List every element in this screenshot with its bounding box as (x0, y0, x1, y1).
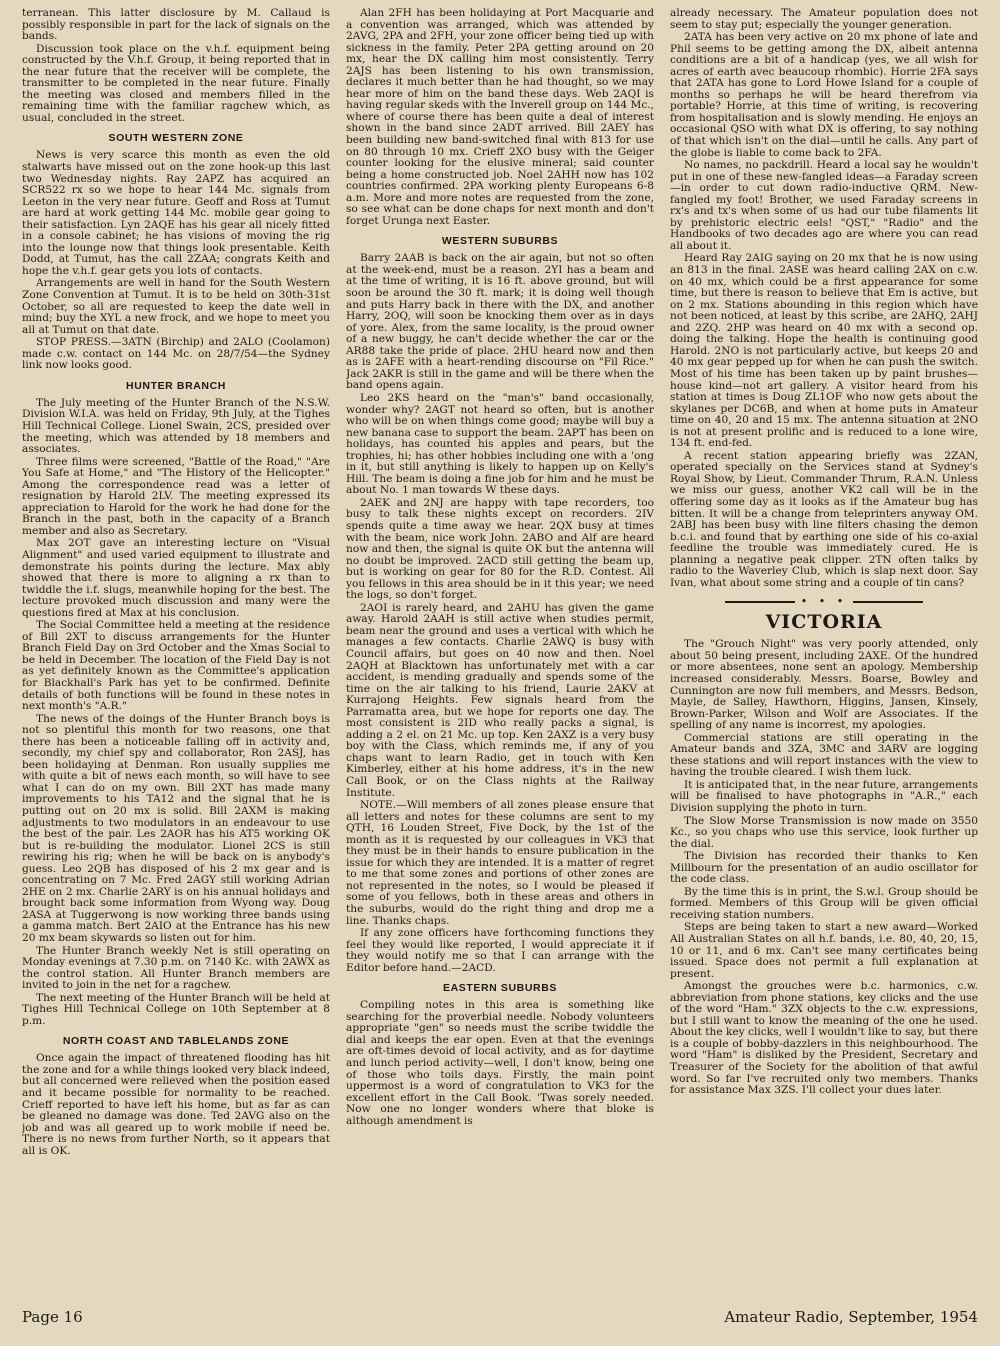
paragraph: Barry 2AAB is back on the air again, but not so often at the week-end, must be a reason. 2YI has a beam and at the time of writing, it is 16 ft. above ground, but will soon be around the 30 ft. mark; it is doing well though and puts Harry back in there with the DX, and another Harry, 2OQ, will soon be knocking them over as in days of yore. Alex, from the same locality, is the proud owner of a new buggy, he can't decide whether the car or the AR88 take the pride of place. 2HU heard now and then as is 2AFE with a heart-rending discourse on "Fil Rice." Jack 2AKR is still in the game and will be there when the band opens again. (346, 252, 654, 392)
paragraph: Three films were screened, "Battle of the Road," "Are You Safe at Home," and "The History of the Helicopter." Among the correspondence read was a letter of resignation by Harold 2LV. The meeting expressed its appreciation to Harold for the work he had done for the Branch in the past, both in the capacity of a Branch member and also as Secretary. (22, 455, 330, 537)
paragraph: Heard Ray 2AIG saying on 20 mx that he is now using an 813 in the final. 2ASE was heard calling 2AX on c.w. on 40 mx, which could be a first appearance for some time, but there is reason to believe that Em is active, but on 2 mx. Stations abounding in this region which have not been noticed, at least by this scribe, are 2AHQ, 2AHJ and 2ZQ. 2HP was heard on 40 mx with a second op. doing the talking. Hope the health is continuing good Harold. 2NO is not particularly active, but keeps 20 and 40 mx gear pepped up for when he can push the switch. Most of his time has been taken up by paint brushes—house kind—not art gallery. A visitor heard from his station at times is Doug ZL1OF who now gets about the skylanes per DC6B, and when at home puts in Amateur time on 40, 20 and 15 mx. The antenna situation at 2NO is not at present prolific and is reduced to a lone wire, 134 ft. end-fed. (670, 252, 978, 450)
paragraph: The Hunter Branch weekly Net is still operating on Monday evenings at 7.30 p.m. on 7140 Kc. with 2AWX as the control station. All Hunter Branch members are invited to join in the net for a ragchew. (22, 944, 330, 992)
section-divider: • • • (670, 595, 978, 608)
paragraph: The Social Committee held a meeting at the residence of Bill 2XT to discuss arrangements for the Hunter Branch Field Day on 3rd October and the Xmas Social to be held in December. The location of the Field Day is not as yet definitely known as the Committee's application for Blackhall's Park has yet to be confirmed. Definite details of both functions will be found in these notes in next month's "A.R." (22, 619, 330, 713)
section-heading-north-coast: NORTH COAST AND TABLELANDS ZONE (62, 1035, 290, 1048)
paragraph: Alan 2FH has been holidaying at Port Macquarie and a convention was arranged, which was attended by 2AVG, 2PA and 2FH, your zone officer being tied up with sickness in the family. Peter 2PA getting around on 20 mx, hear the DX calling him most consistently. Terry 2AJS has been listening to his own transmission, declares it much better than he had thought, so we may hear more of him on the band these days. Web 2AQI is having regular skeds with the Inverell group on 144 Mc., where of course there has been quite a deal of interest shown in the band since 2ADT arrived. Bill 2AEY has been building new band-switched final with 813 for use on 80 through 10 mx. Crieff 2XO busy with the Geiger counter looking for the elusive mineral; said counter being a home constructed job. Noel 2AHH now has 102 countries confirmed. 2PA working plenty Europeans 6-8 a.m. More and more notes are requested from the zone, so see what can be done chaps for next month and don't forget Urunga next Easter. (346, 8, 654, 227)
paragraph: By the time this is in print, the S.w.l. Group should be formed. Members of this Group will be given official receiving station numbers. (670, 885, 978, 921)
paragraph: Steps are being taken to start a new award—Worked All Australian States on all h.f. bands, i.e. 80, 40, 20, 15, 10 or 11, and 6 mx. Can't see many certificates being issued. Space does not permit a full explanation at present. (670, 921, 978, 980)
paragraph: Commercial stations are still operating in the Amateur bands and 3ZA, 3MC and 3ARV are logging these stations and will report instances with the view to having the trouble cleared. I wish them luck. (670, 731, 978, 779)
section-heading-eastern-suburbs: EASTERN SUBURBS (442, 982, 557, 995)
paragraph: It is anticipated that, in the near future, arrangements will be finalised to have photographs in "A.R.," each Division supplying the photo in turn. (670, 778, 978, 814)
paragraph: already necessary. The Amateur population does not seem to stay put; especially the younger generation. (670, 8, 978, 31)
paragraph: NOTE.—Will members of all zones please ensure that all letters and notes for these columns are sent to my QTH, 16 Louden Street, Five Dock, by the 1st of the month as it is requested by our colleagues in VK3 that they must be in their hands to ensure publication in the issue for which they are intended. It is a matter of regret to me that some zones and portions of other zones are not represented in the notes, so I would be pleased if some of you fellows, both in these areas and others in the suburbs, would do the right thing and drop me a line. Thanks chaps. (346, 799, 654, 927)
paragraph: Arrangements are well in hand for the South Western Zone Convention at Tumut. It is to be held on 30th-31st October, so all are requested to keep the date well in mind; buy the XYL a new frock, and we hope to meet you all at Tumut on that date. (22, 277, 330, 336)
issue-label: Amateur Radio, September, 1954 (724, 1308, 978, 1326)
paragraph: The Division has recorded their thanks to Ken Millbourn for the presentation of an audio oscillator for the code class. (670, 850, 978, 886)
paragraph: The next meeting of the Hunter Branch will be held at Tighes Hill Technical College on 10th September at 8 p.m. (22, 991, 330, 1027)
column-3 (670, 8, 978, 1304)
paragraph: The news of the doings of the Hunter Branch boys is not so plentiful this month for two reasons, one that there has been a noticeable falling off in activity and, secondly, my chief spy and collaborator, Ron 2ASJ, has been holidaying at Denman. Ron usually supplies me with quite a bit of news each month, so will have to see what I can do on my own. Bill 2XT has made many improvements to his TA12 and the signal that he is putting out on 20 mx is solid. Bill 2AXM is making adjustments to two modulators in an endeavour to use the best of the pair. Les 2AOR has his AT5 working OK but is re-building the modulator. Lionel 2CS is still rewiring his rig; when he will be back on is anybody's guess. Leo 2QB has disposed of his 2 mx gear and is concentrating on 7 Mc. Fred 2AGY still working Adrian 2HE on 2 mx. Charlie 2ARY is on his annual holidays and brought back some information from Wyong way. Doug 2ASA at Tuggerwong is now working three bands using a gamma match. Bert 2AIO at the Entrance has his new 20 mx beam skywards so listen out for him. (22, 712, 330, 945)
paragraph: Compiling notes in this area is something like searching for the proverbial needle. Nobody volunteers appropriate "gen" so needs must the scribe twiddle the dial and keeps the ear open. Even at that the evenings are oft-times devoid of local activity, and as for daytime and lunch period activity—well, I don't know, being one of those who toils days. Firstly, the main point uppermost is a word of congratulation to VK3 for the excellent effort in the Call Book. 'Twas sorely needed. Now one no longer wonders where that bloke is although amendment is (346, 999, 654, 1127)
paragraph: The "Grouch Night" was very poorly attended, only about 50 being present, including 2AXE. Of the hundred or more absentees, none sent an apology. Membership increased considerably. Messrs. Boarse, Bowley and Cunnington are now full members, and Messrs. Bedson, Mayle, de Salley, Hawthorn, Higgins, Jansen, Kinsely, Brown-Parker, Wilson and Wolf are Associates. If the spelling of any name is incorrest, my apologies. (670, 638, 978, 732)
paragraph: News is very scarce this month as even the old stalwarts have missed out on the zone hook-up this last two Wednesday nights. Ray 2APZ has acquired an SCR522 rx so we hope to hear 144 Mc. signals from Leeton in the very near future. Geoff and Ross at Tumut are hard at work getting 144 Mc. mobile gear going to their satisfaction. Lyn 2AQE has his gear all nicely fitted in a console cabinet; he has visions of moving the rig into the lounge now that things look presentable. Keith Dodd, at Tumut, has the call 2ZAA; congrats Keith and hope the v.h.f. gear gets you lots of contacts. (22, 149, 330, 277)
paragraph: Max 2OT gave an interesting lecture on "Visual Alignment" and used varied equipment to illustrate and demonstrate his points during the lecture. Max ably showed that there is more to aligning a rx than to twiddle the i.f. slugs, meanwhile hoping for the best. The lecture provoked much discussion and many were the questions fired at Max at his conclusion. (22, 537, 330, 619)
column-2 (346, 8, 654, 1304)
page-number: Page 16 (22, 1308, 83, 1326)
paragraph: If any zone officers have forthcoming functions they feel they would like reported, I would appreciate it if they would notify me so that I can arrange with the Editor before hand.—2ACD. (346, 927, 654, 974)
section-heading-western-suburbs: WESTERN SUBURBS (441, 235, 559, 248)
paragraph: 2AEK and 2NJ are happy with tape recorders, too busy to talk these nights except on recorders. 2IV spends quite a time away we hear. 2QX busy at times with the beam, nice work John. 2ABO and Alf are heard now and then, the signal is quite OK but the antenna will no doubt be improved. 2ACD still getting the beam up, but is working on gear for 80 for the R.D. Contest. All you fellows in this area should be in it this year; we need the logs, so don't forget. (346, 496, 654, 602)
paragraph: STOP PRESS.—3ATN (Birchip) and 2ALO (Coolamon) made c.w. contact on 144 Mc. on 28/7/54—the Sydney link now looks good. (22, 336, 330, 372)
section-heading-hunter-branch: HUNTER BRANCH (126, 379, 226, 392)
article-columns (22, 8, 978, 1304)
paragraph: Leo 2KS heard on the "man's" band occasionally, wonder why? 2AGT not heard so often, but is another who will be on when things come good; maybe will buy a new banana case to support the beam. 2APT has been on holidays, has counted his apples and pears, but the trophies, hi; has other hobbies including one with a 'ong in it, but still anything is likely to happen up on Kelly's Hill. The beam is doing a fine job for him and he must be about No. 1 man towards W these days. (346, 391, 654, 497)
paragraph: A recent station appearing briefly was 2ZAN, operated specially on the Services stand at Sydney's Royal Show, by Lieut. Commander Thrum, R.A.N. Unless we miss our guess, another VK2 call will be in the offering some day as it looks as if the Amateur bug has bitten. It will be a change from teleprinters anyway OM. 2ABJ has been busy with line filters chasing the demon b.c.i. and found that by earthing one side of his co-axial feedline the trouble was immediately cured. He is planning a negative peak clipper. 2TN often talks by radio to the Waverley Club, which is slap next door. Say Ivan, what about some string and a couple of tin cans? (670, 449, 978, 589)
paragraph: 2AOI is rarely heard, and 2AHU has given the game away. Harold 2AAH is still active when studies permit, beam near the ground and uses a vertical with which he manages a few contacts. Charlie 2AWQ is busy with Council affairs, but goes on 40 now and then. Noel 2AQH at Blacktown has unfortunately met with a car accident, is mending gradually and spends some of the time on the air talking to his friend, Laurie 2AKV at Kurrajong Heights. Few signals heard from the Parramatta area, but we hope for reports one day. The most consistent is 2ID who really packs a signal, is adding a 2 el. on 21 Mc. up top. Ken 2AXZ is a very busy boy with the Class, which reminds me, if any of you chaps want to learn Radio, get in touch with Ken Kimberley, either at his home address, it's in the new Call Book, or on the Class nights at the Railway Institute. (346, 601, 654, 799)
column-1 (22, 8, 330, 1304)
paragraph: The July meeting of the Hunter Branch of the N.S.W. Division W.I.A. was held on Friday, 9th July, at the Tighes Hill Technical College. Lionel Swain, 2CS, presided over the meeting, which was attended by 18 members and associates. (22, 396, 330, 456)
paragraph: Discussion took place on the v.h.f. equipment being constructed by the V.h.f. Group, it being reported that in the near future that the receiver will be complete, the transmitter to be completed in the near future. Finally the meeting was closed and members filled in the remaining time with the familiar ragchew which, as usual, concluded in the street. (22, 42, 330, 124)
paragraph: The Slow Morse Transmission is now made on 3550 Kc., so you chaps who use this service, look further up the dial. (670, 814, 978, 850)
page-footer (22, 1308, 978, 1330)
paragraph: No names, no packdrill. Heard a local say he wouldn't put in one of these new-fangled ideas—a Faraday screen—in order to cut down radio-inductive QRM. New-fangled my foot! Brother, we used Faraday screens in rx's and tx's when some of us had our tube filaments lit by prehistoric electric eels! "QST," "Radio" and the Handbooks of two decades ago are where you can read all about it. (670, 159, 978, 252)
paragraph: 2ATA has been very active on 20 mx phone of late and Phil seems to be getting among the DX, albeit antenna conditions are a bit of a handicap (yes, we all wish for acres of earth avec beaucoup rhombic). Horrie 2FA says that 2ATA has gone to Lord Howe Island for a couple of months so perhaps he will be heard therefrom via portable? Horrie, at this time of writing, is recovering from hospitalisation and is slowly mending. He enjoys an occasional QSO with what DX is offering, to say nothing of that which isn't on the dial—until he calls. Any part of the globe is liable to come back to 2FA. (670, 31, 978, 159)
section-heading-south-western-zone: SOUTH WESTERN ZONE (108, 132, 244, 145)
section-heading-victoria: VICTORIA (765, 611, 883, 634)
paragraph: Amongst the grouches were b.c. harmonics, c.w. abbreviation from phone stations, key clicks and the use of the word "Ham." 3ZX objects to the c.w. expressions, but I still want to know the meaning of the one he used. About the key clicks, well I wouldn't like to say, but there is a couple of bobby-dazzlers in this neighbourhood. The word "Ham" is disliked by the President, Secretary and Treasurer of the Society for the abolition of that awful word. So far I've recruited only two members. Thanks for assistance Max 3ZS. I'll collect your dues later. (670, 980, 978, 1097)
paragraph: Once again the impact of threatened flooding has hit the zone and for a while things looked very black indeed, but all concerned were relieved when the position eased and it became possible for normality to be reached. Crieff reported to have left his home, but as far as can be gleaned no damage was done. Ted 2AVG also on the job and was all geared up to work mobile if need be. There is no news from further North, so it appears that all is OK. (22, 1052, 330, 1157)
paragraph: terranean. This latter disclosure by M. Callaud is possibly responsible in part for the lack of signals on the bands. (22, 8, 330, 43)
